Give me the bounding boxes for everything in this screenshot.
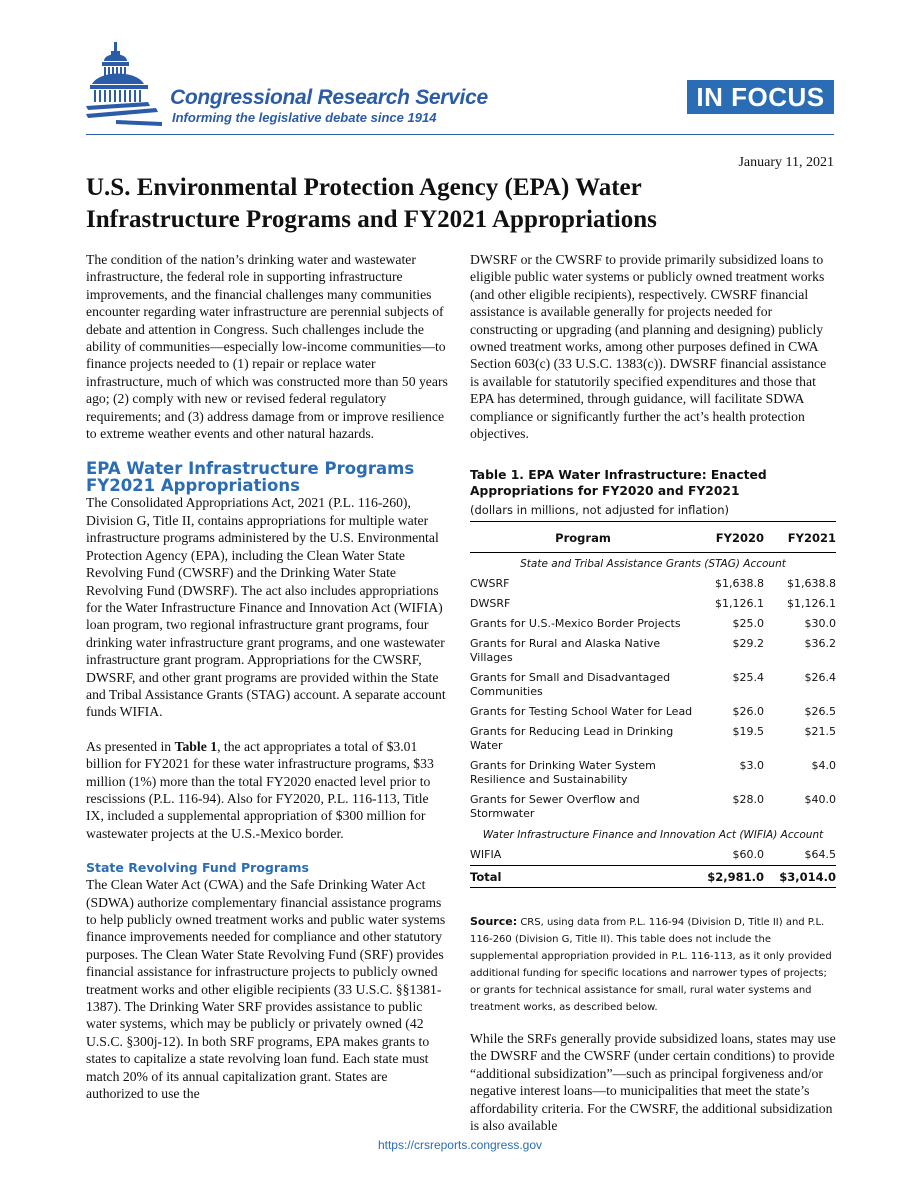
fy2020-cell: $3.0 [739, 759, 764, 772]
wifia-account-label: Water Infrastructure Finance and Innovation Act (WIFIA) Account [482, 829, 824, 841]
table-total-row [470, 866, 836, 888]
program-cell: Grants for Small and Disadvantaged Communities [470, 671, 671, 698]
org-tagline: Informing the legislative debate since 1914 [172, 110, 437, 125]
header-fy2021: FY2021 [764, 522, 836, 553]
fy2021-cell: $26.4 [804, 671, 836, 684]
right-column-continued [470, 1030, 836, 1134]
account-row-stag [470, 553, 836, 575]
capitol-dome-logo-icon [86, 40, 166, 132]
fy2020-cell: $19.5 [732, 725, 764, 738]
program-cell: Grants for Reducing Lead in Drinking Water [470, 725, 674, 752]
table-row [470, 722, 836, 756]
table-row-wifia [470, 845, 836, 866]
table-reference-paragraph [86, 738, 448, 842]
fy2020-cell: $25.0 [732, 617, 764, 630]
srf-continued-paragraph: DWSRF or the CWSRF to provide primarily subsidized loans to eligible public water systems or publicly owned treatment works (and other eligible recipients), respectively. CWSRF financial assistance is available generally for projects needed for constructing or upgrading (and planning and designing) publicly owned treatment works, among other purposes defined in CWA Section 603(c) (33 U.S.C. 1383(c)). DWSRF financial assistance is available for statutorily specified expenditures and those that EPA has determined, through guidance, will facilitate SDWA compliance or significantly further the act’s health protection objectives. [470, 252, 827, 442]
publication-date: January 11, 2021 [738, 155, 834, 170]
table-subtitle: (dollars in millions, not adjusted for inflation) [470, 503, 729, 517]
total-fy2020: $2,981.0 [696, 866, 764, 888]
para-text-pre: As presented in [86, 738, 175, 754]
header-program: Program [470, 522, 696, 553]
fy2021-cell: $40.0 [804, 793, 836, 806]
program-cell: Grants for Testing School Water for Lead [470, 705, 693, 718]
table-row [470, 790, 836, 824]
fy2021-cell: $4.0 [811, 759, 836, 772]
right-column [470, 251, 836, 442]
fy2020-cell: $60.0 [732, 848, 764, 861]
fy2020-cell: $26.0 [732, 705, 764, 718]
table-1-reference: Table 1 [174, 738, 218, 754]
fy2020-cell: $28.0 [732, 793, 764, 806]
table-source-note [470, 913, 836, 1016]
fy2020-cell: $29.2 [732, 637, 764, 650]
appropriations-paragraph: The Consolidated Appropriations Act, 2021 (P.L. 116-260), Division G, Title II, contains appropriations for multiple water infrastructure programs administered by the U.S. Environmental Protection Agency (EPA), including the Clean Water State Revolving Fund (CWSRF) and the Drinking Water State Revolving Fund (DWSRF). The act also includes appropriations for the Water Infrastructure Finance and Innovation Act (WIFIA) loan program, two regional infrastructure grant programs, four drinking water infrastructure grant programs, and one wastewater infrastructure grant program. Appropriations for the CWSRF, DWSRF, and other grant programs are provided within the State and Tribal Assistance Grants (STAG) account. A separate account funds WIFIA. [86, 495, 446, 720]
total-fy2021: $3,014.0 [764, 866, 836, 888]
left-column [86, 251, 448, 1102]
in-focus-badge: IN FOCUS [687, 80, 834, 114]
source-text: CRS, using data from P.L. 116-94 (Division D, Title II) and P.L. 116-260 (Division G, Title II). This table does not include the supplemental appropriation provided in P.L. 116-113, as it only provided additional funding for specific locations and narrower types of projects; or grants for technical assistance for small, rural water systems and treatment works, as described below. [470, 917, 832, 1013]
footer-link[interactable]: https://crsreports.congress.gov [377, 1138, 543, 1152]
table-row [470, 756, 836, 790]
stag-account-label: State and Tribal Assistance Grants (STAG) Account [520, 558, 786, 570]
header-divider [86, 134, 834, 135]
program-cell: Grants for Sewer Overflow and Stormwater [470, 793, 640, 820]
fy2020-cell: $25.4 [732, 671, 764, 684]
fy2021-cell: $30.0 [804, 617, 836, 630]
table-header-row [470, 522, 836, 553]
page-title: U.S. Environmental Protection Agency (EPA) Water Infrastructure Programs and FY2021 Appropriations [86, 174, 657, 233]
account-row-wifia [470, 824, 836, 845]
appropriations-table [470, 521, 836, 888]
fy2021-cell: $36.2 [804, 637, 836, 650]
source-label: Source: [470, 915, 518, 928]
subsidization-paragraph: While the SRFs generally provide subsidized loans, states may use the DWSRF and the CWSRF (under certain conditions) to provide “additional subsidization”—such as principal forgiveness and/or negative interest loans—to municipalities that meet the state’s affordability criteria. For the CWSRF, the additional subsidization is also available [470, 1031, 836, 1134]
para-text-post: , the act appropriates a total of $3.01 billion for FY2021 for these water infrastructure programs, $33 million (1%) more than the total FY2020 enacted level prior to rescissions (P.L. 116-94). Also for FY2020, P.L. 116-113, Title IX, included a supplemental appropriation of $300 million for wastewater projects at the U.S.-Mexico border. [86, 738, 434, 841]
program-cell: Grants for U.S.-Mexico Border Projects [470, 617, 681, 630]
intro-paragraph: The condition of the nation’s drinking water and wastewater infrastructure, the federal role in supporting infrastructure improvements, and the financial challenges many communities encounter regarding water infrastructure are perennial subjects of debate and attention in Congress. Such challenges include the ability of communities—especially low-income communities—to finance projects needed to (1) repair or replace water infrastructure, much of which was constructed more than 50 years ago; (2) comply with new or revised federal regulatory requirements; and (3) address damage from or improve resilience to extreme weather events and other natural hazards. [86, 252, 448, 442]
fy2021-cell: $1,638.8 [787, 577, 836, 590]
table-row [470, 594, 836, 614]
table-row [470, 634, 836, 668]
srf-paragraph: The Clean Water Act (CWA) and the Safe Drinking Water Act (SDWA) authorize complementary financial assistance programs to help publicly owned treatment works and public water systems finance improvements needed for compliance and other statutory purposes. The Clean Water State Revolving Fund (SRF) provides financial assistance for infrastructure projects to publicly owned treatment works and other eligible recipients (33 U.S.C. §§1381-1387). The Drinking Water SRF provides assistance to public water systems, which may be publicly or privately owned (42 U.S.C. §300j-12). In both SRF programs, EPA makes grants to states to capitalize a state revolving loan fund. Each state must match 20% of its annual capitalization grant. States are authorized to use the [86, 877, 446, 1102]
section-heading: EPA Water Infrastructure Programs FY2021 Appropriations [86, 459, 415, 496]
program-cell: WIFIA [470, 848, 502, 861]
program-cell: Grants for Drinking Water System Resilience and Sustainability [470, 759, 656, 786]
program-cell: DWSRF [470, 597, 511, 610]
org-name: Congressional Research Service [170, 86, 488, 109]
program-cell: CWSRF [470, 577, 510, 590]
fy2021-cell: $64.5 [804, 848, 836, 861]
fy2021-cell: $21.5 [804, 725, 836, 738]
table-row [470, 702, 836, 722]
fy2020-cell: $1,638.8 [715, 577, 764, 590]
srf-subheading: State Revolving Fund Programs [86, 860, 309, 876]
program-cell: Grants for Rural and Alaska Native Villages [470, 637, 661, 664]
table-row [470, 614, 836, 634]
fy2021-cell: $26.5 [804, 705, 836, 718]
fy2020-cell: $1,126.1 [715, 597, 764, 610]
table-title: Table 1. EPA Water Infrastructure: Enacted Appropriations for FY2020 and FY2021 [470, 468, 767, 498]
table-row [470, 668, 836, 702]
header-fy2020: FY2020 [696, 522, 764, 553]
table-row [470, 574, 836, 594]
fy2021-cell: $1,126.1 [787, 597, 836, 610]
total-label: Total [470, 866, 696, 888]
